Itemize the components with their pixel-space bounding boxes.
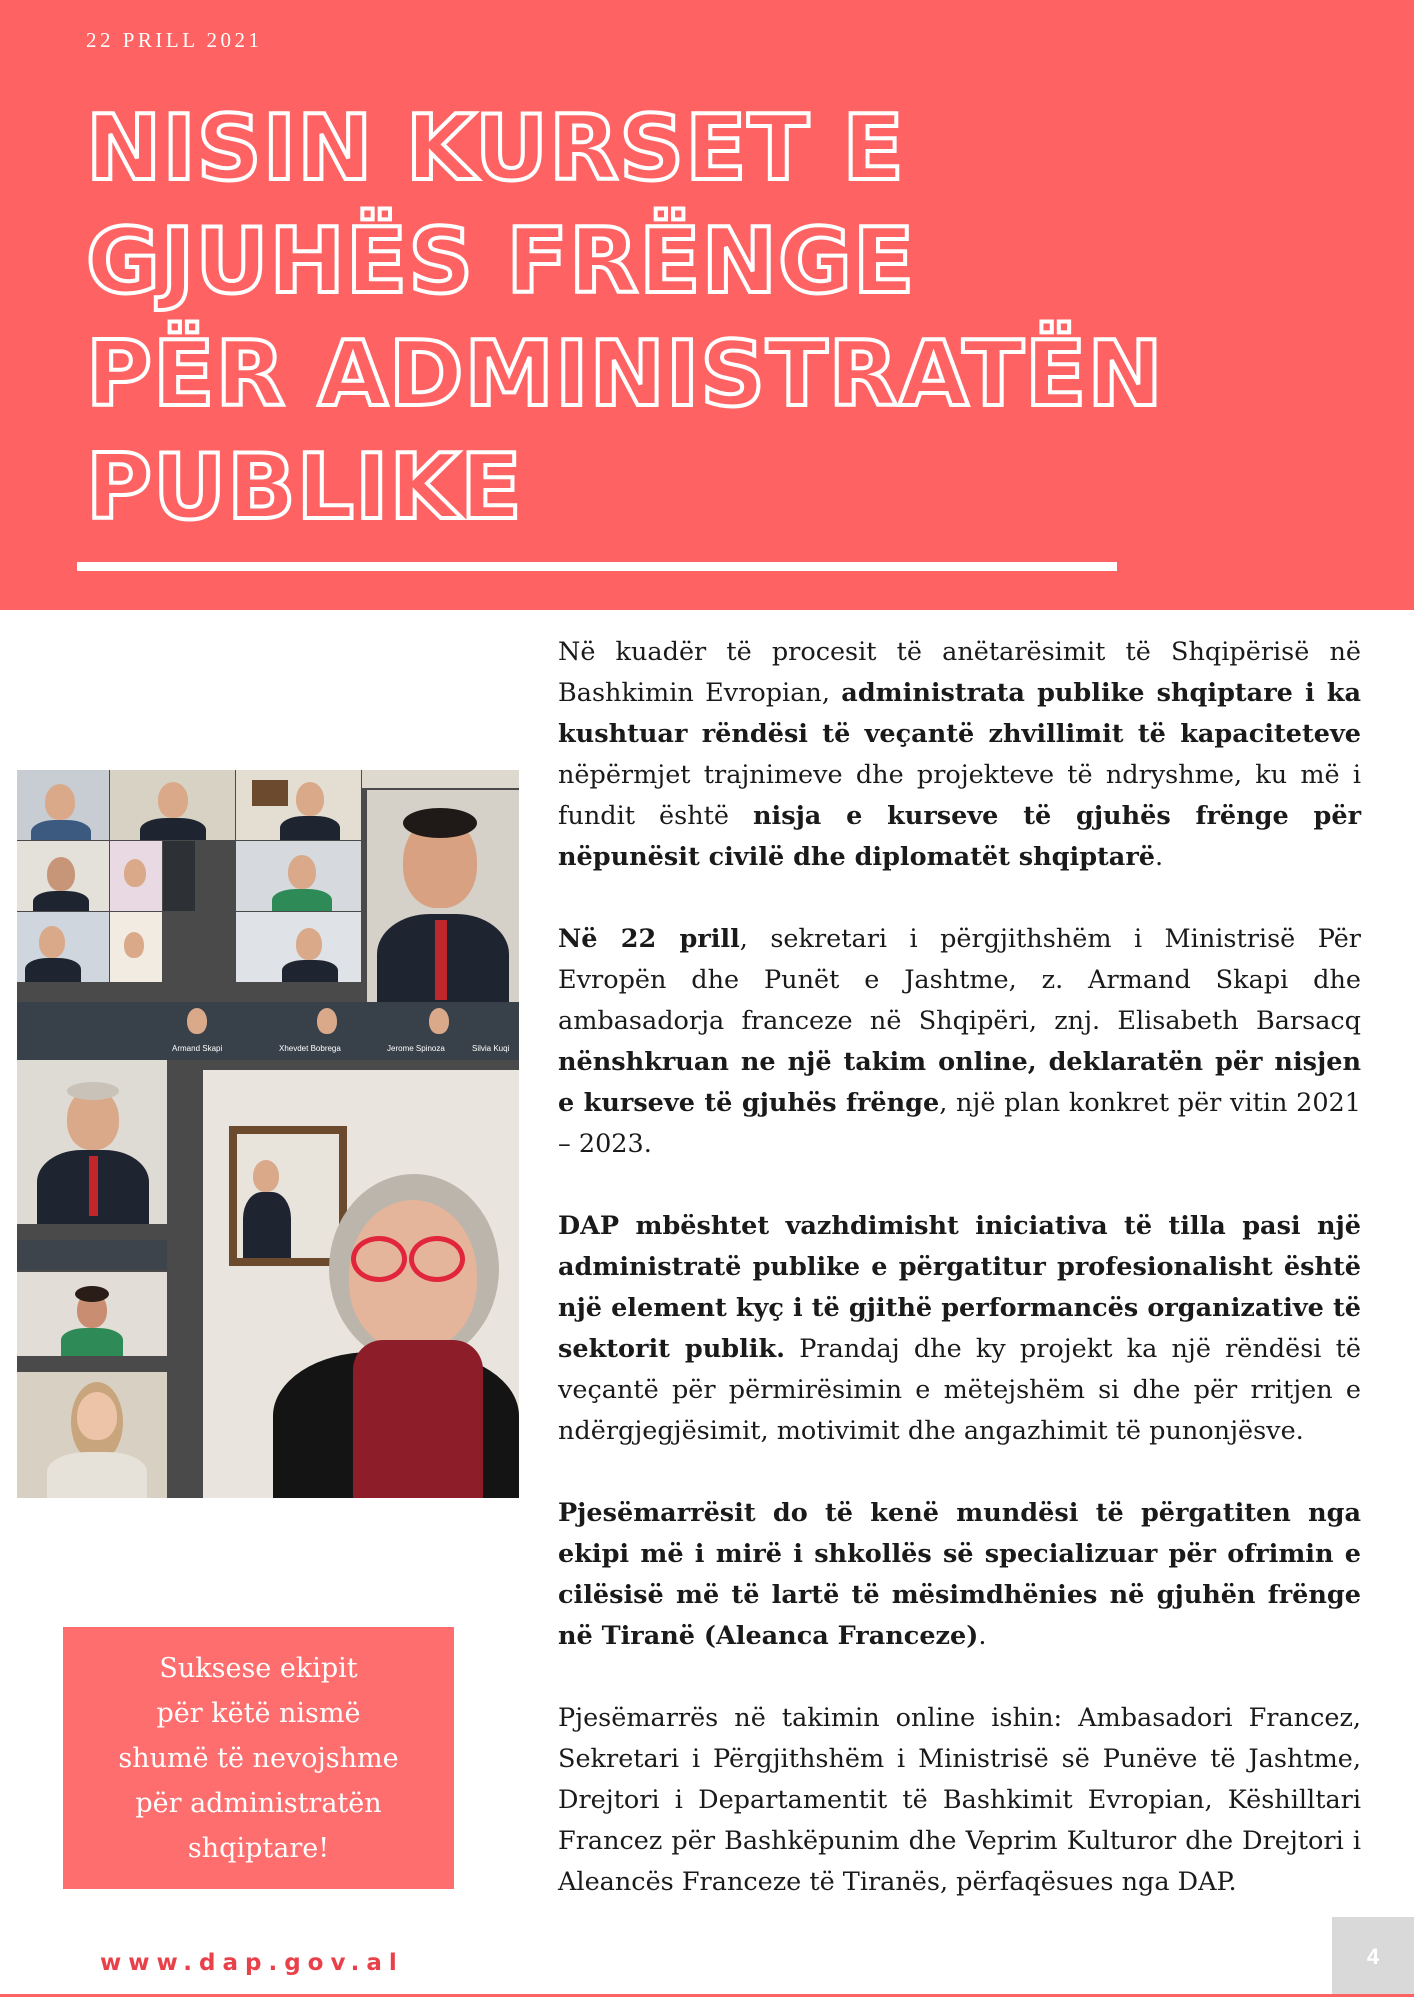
text-run: , sekretari i përgjithshëm i Ministrisë Për Evropën dhe Punët e Jashtme, z. Armand Skapi dhe ambasadorja franceze në Shqipëri, znj. Elisabeth Barsacq bbox=[558, 924, 1361, 1036]
text-run: , një plan konkret për vitin 2021 – 2023. bbox=[558, 1088, 1361, 1159]
callout-box bbox=[63, 1627, 454, 1889]
participant-tile bbox=[17, 1372, 167, 1498]
paragraph-1 bbox=[558, 632, 1361, 878]
text-run: . bbox=[978, 1621, 987, 1651]
participant-tile bbox=[17, 841, 109, 911]
callout-line: për administratën bbox=[135, 1787, 382, 1819]
text-run: Në kuadër të procesit të anëtarësimit të Shqipërisë në Bashkimin Evropian, bbox=[558, 637, 1361, 708]
participant-tile bbox=[236, 912, 361, 982]
title-line-4: PUBLIKE bbox=[86, 435, 523, 540]
paragraph-5 bbox=[558, 1698, 1361, 1903]
footer-rule bbox=[0, 1994, 1414, 1997]
participant-tile bbox=[110, 912, 162, 982]
paragraph-3 bbox=[558, 1206, 1361, 1452]
text-run-bold: Pjesëmarrësit do të kenë mundësi të përgatiten nga ekipi më i mirë i shkollës së specializuar për ofrimin e cilësisë më të lartë të mësimdhënies në gjuhën frënge në Tiranë (Aleanca Franceze) bbox=[558, 1498, 1361, 1651]
callout-line: shqiptare! bbox=[187, 1832, 330, 1864]
speaker-tile bbox=[367, 790, 519, 1002]
participant-tile bbox=[110, 841, 162, 911]
title-line-2: GJUHËS FRËNGE bbox=[86, 209, 916, 314]
callout-line: për këtë nismë bbox=[156, 1697, 361, 1729]
paragraph-2 bbox=[558, 919, 1361, 1165]
callout-text bbox=[118, 1646, 398, 1871]
title-underline bbox=[77, 562, 1117, 571]
text-run-bold: Në 22 prill bbox=[558, 924, 740, 954]
participant-tile bbox=[17, 1272, 167, 1356]
ambassador-tile bbox=[203, 1070, 519, 1498]
participant-tile bbox=[362, 770, 519, 788]
title-line-3: PËR ADMINISTRATËN bbox=[86, 322, 1164, 427]
text-run: Pjesëmarrës në takimin online ishin: Ambasadori Francez, Sekretari i Përgjithshëm i Ministrisë së Punëve të Jashtme, Drejtori i Departamentit të Bashkimit Evropian, Këshilltari Francez për Bashkëpunim dhe Veprim Kulturor dhe Drejtori i Aleancës Franceze të Tiranës, përfaqësues nga DAP. bbox=[558, 1703, 1361, 1897]
participant-tile bbox=[17, 1060, 167, 1224]
title-line-1: NISIN KURSET E bbox=[86, 96, 905, 201]
name-tag: Silvia Kuqi bbox=[472, 1044, 510, 1053]
text-run-bold: DAP mbështet vazhdimisht iniciativa të tilla pasi një administratë publike e përgatitur profesionalisht është një element kyç i të gjithë performancës organizative të sektorit publik. bbox=[558, 1211, 1361, 1364]
page-number-box bbox=[1332, 1917, 1414, 1997]
paragraph-4 bbox=[558, 1493, 1361, 1657]
name-tag: Armand Skapi bbox=[172, 1044, 223, 1053]
article-body bbox=[558, 632, 1361, 1903]
name-tag: Xhevdet Bobrega bbox=[279, 1044, 341, 1053]
participant-tile bbox=[17, 912, 109, 982]
video-call-photo bbox=[17, 770, 519, 1498]
header-banner bbox=[0, 0, 1414, 610]
page-number: 4 bbox=[1366, 1944, 1380, 1969]
participant-tile bbox=[17, 1240, 167, 1270]
participant-tile bbox=[163, 841, 195, 911]
callout-line: Suksese ekipit bbox=[159, 1652, 358, 1684]
text-run: Prandaj dhe ky projekt ka një rëndësi të veçantë për përmirësimin e mëtejshëm si dhe për rritjen e ndërgjegjësimit, motivimit dhe angazhimit të punonjësve. bbox=[558, 1334, 1361, 1446]
participant-tile bbox=[236, 841, 361, 911]
name-tag-strip bbox=[17, 1002, 519, 1060]
article-date: 22 PRILL 2021 bbox=[86, 28, 263, 52]
text-run-bold: nënshkruan ne një takim online, deklaratën për nisjen e kurseve të gjuhës frënge bbox=[558, 1047, 1361, 1118]
text-run: nëpërmjet trajnimeve dhe projekteve të ndryshme, ku më i fundit është bbox=[558, 760, 1361, 831]
text-run-bold: administrata publike shqiptare i ka kushtuar rëndësi të veçantë zhvillimit të kapaciteteve bbox=[558, 678, 1361, 749]
participant-tile bbox=[110, 770, 235, 840]
participant-tile bbox=[17, 770, 109, 840]
name-tag: Jerome Spinoza bbox=[387, 1044, 445, 1053]
participant-tile bbox=[236, 770, 361, 840]
text-run: . bbox=[1154, 842, 1164, 872]
website-link[interactable]: www.dap.gov.al bbox=[100, 1950, 404, 1976]
callout-line: shumë të nevojshme bbox=[118, 1742, 399, 1774]
text-run-bold: nisja e kurseve të gjuhës frënge për nëpunësit civilë dhe diplomatët shqiptarë bbox=[558, 801, 1361, 872]
